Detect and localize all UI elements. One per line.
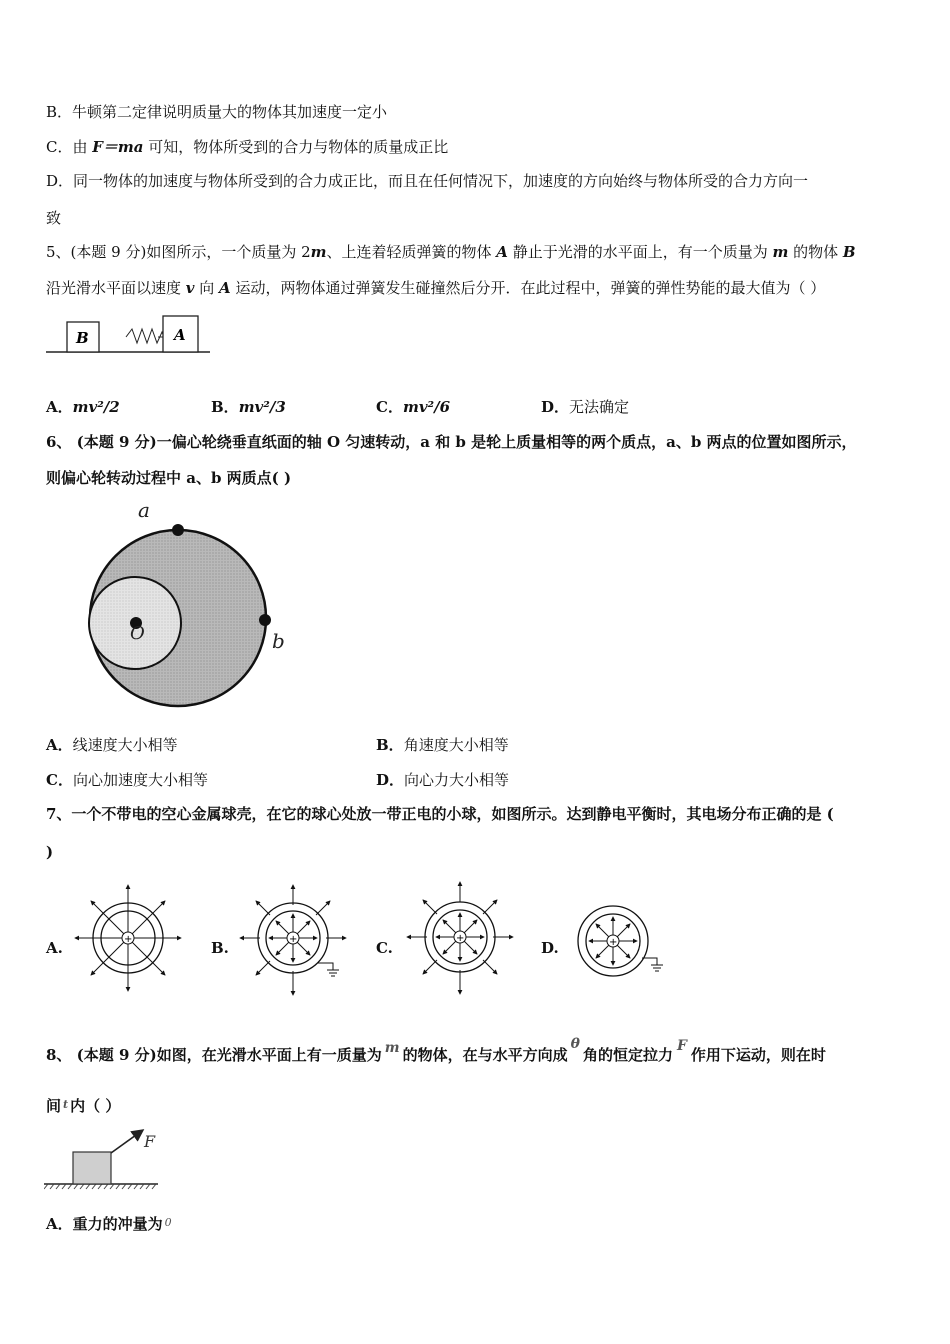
charge-sign: + (124, 934, 133, 945)
option-letter: D． (541, 398, 570, 416)
q4-option-c-prefix: C．由 (46, 138, 93, 156)
q7-figure-b (237, 878, 349, 1000)
q5-var-m: m (772, 243, 789, 261)
q6-option-c[interactable] (46, 770, 208, 790)
q4-option-b[interactable]: B．牛顿第二定律说明质量大的物体其加速度一定小 (46, 103, 388, 121)
option-letter: A． (46, 736, 73, 754)
force-arrow (111, 1130, 143, 1153)
q5-figure-blocks-spring (46, 310, 216, 360)
q7-figure-d (570, 903, 670, 983)
option-text: 向心加速度大小相等 (72, 771, 208, 789)
q8-text: 的物体，在与水平方向成 (402, 1046, 568, 1064)
q6-figure-eccentric-wheel (80, 495, 300, 710)
q5-option-b[interactable] (211, 397, 286, 417)
q5-option-d[interactable] (541, 397, 629, 417)
q6-stem-line1: 6、 (本题 9 分)一偏心轮绕垂直纸面的轴 O 匀速转动，a 和 b 是轮上质量相等的两个质点，a、b 两点的位置如图所示， (46, 433, 857, 451)
q8-var-t: t (63, 1098, 69, 1111)
block (73, 1152, 111, 1184)
charge-sign: + (609, 937, 618, 948)
option-text: 线速度大小相等 (72, 736, 178, 754)
q6-stem-line2: 则偏心轮转动过程中 a、b 两质点( ) (46, 469, 292, 487)
q8-stem-line1 (46, 1036, 826, 1066)
option-text: 角速度大小相等 (403, 736, 509, 754)
q7-figure-a (72, 878, 184, 998)
q7-stem-line2: ) (46, 843, 54, 861)
ground-symbol (317, 963, 339, 976)
option-value: 0 (164, 1216, 172, 1229)
block-b-label: B (76, 329, 89, 347)
q4-option-c-suffix: 可知，物体所受到的合力与物体的质量成正比 (143, 138, 449, 156)
q7-figure-c (404, 875, 516, 999)
q8-text: 间 (46, 1097, 62, 1115)
q8-var-theta: θ (570, 1036, 580, 1052)
q8-text: 角的恒定拉力 (582, 1046, 673, 1064)
q6-option-b[interactable] (376, 735, 509, 755)
option-text: mv²/2 (72, 398, 120, 416)
q8-text: 8、 (本题 9 分)如图，在光滑水平面上有一质量为 (46, 1046, 382, 1064)
q5-text: 静止于光滑的水平面上，有一个质量为 (507, 243, 773, 261)
label-b: b (272, 629, 285, 653)
q5-stem-line2 (46, 278, 825, 298)
q5-text: 、上连着轻质弹簧的物体 (326, 243, 497, 261)
q7-option-a-label[interactable]: A. (46, 939, 63, 957)
q7-stem-line1: 7、一个不带电的空心金属球壳，在它的球心处放一带正电的小球，如图所示。达到静电平衡时，其电场分布正确的是 ( (46, 805, 834, 823)
ground-symbol (642, 958, 663, 971)
q5-text: 沿光滑水平面以速度 (46, 279, 186, 297)
label-o: O (130, 623, 145, 644)
option-letter: C． (376, 398, 403, 416)
q5-text: 5、(本题 9 分)如图所示，一个质量为 2 (46, 243, 311, 261)
q5-stem-line1 (46, 242, 856, 262)
q5-var-m: m (310, 243, 327, 261)
option-letter: C． (46, 771, 73, 789)
option-letter: B． (376, 736, 404, 754)
q8-stem-line2 (46, 1096, 120, 1118)
q5-var-a: A (496, 243, 508, 261)
q7-option-d-label[interactable]: D. (541, 939, 559, 957)
spring (126, 329, 164, 343)
q4-option-c[interactable] (46, 137, 448, 157)
q6-option-d[interactable] (376, 770, 509, 790)
q8-var-m: m (384, 1040, 400, 1056)
q8-option-a[interactable] (46, 1214, 172, 1236)
q8-text: 作用下运动，则在时 (690, 1046, 826, 1064)
q5-var-b: B (842, 243, 856, 261)
q4-option-d-line1[interactable]: D．同一物体的加速度与物体所受到的合力成正比，而且在任何情况下，加速度的方向始终与物体所受的合力方向一 (46, 172, 809, 190)
q5-option-a[interactable] (46, 397, 120, 417)
q4-option-d-line2: 致 (46, 209, 62, 227)
q8-figure-block-force (44, 1122, 169, 1194)
q5-var-a: A (219, 279, 231, 297)
q7-option-b-label[interactable]: B. (211, 939, 229, 957)
option-text: A．重力的冲量为 (46, 1215, 163, 1233)
point-b (259, 614, 271, 626)
block-a-label: A (174, 326, 186, 344)
option-text: mv²/6 (402, 398, 451, 416)
option-letter: B． (211, 398, 239, 416)
q6-option-a[interactable] (46, 735, 178, 755)
option-text: 无法确定 (569, 398, 630, 416)
q5-text: 向 (194, 279, 220, 297)
q5-text: 的物体 (788, 243, 843, 261)
label-a: a (138, 498, 150, 522)
charge-sign: + (289, 934, 298, 945)
option-letter: A． (46, 398, 73, 416)
q5-text: 运动，两物体通过弹簧发生碰撞然后分开．在此过程中，弹簧的弹性势能的最大值为（ ） (230, 279, 826, 297)
q8-var-f: F (676, 1038, 687, 1054)
q5-var-v: v (185, 279, 195, 297)
force-label: F (144, 1132, 156, 1151)
option-letter: D． (376, 771, 405, 789)
q4-option-c-formula: F＝ma (92, 138, 144, 156)
charge-sign: + (456, 933, 465, 944)
option-text: 向心力大小相等 (404, 771, 510, 789)
q5-option-c[interactable] (376, 397, 450, 417)
q8-text: 内（ ） (70, 1097, 121, 1115)
q7-option-c-label[interactable]: C. (376, 939, 393, 957)
option-text: mv²/3 (238, 398, 286, 416)
point-a (172, 524, 184, 536)
